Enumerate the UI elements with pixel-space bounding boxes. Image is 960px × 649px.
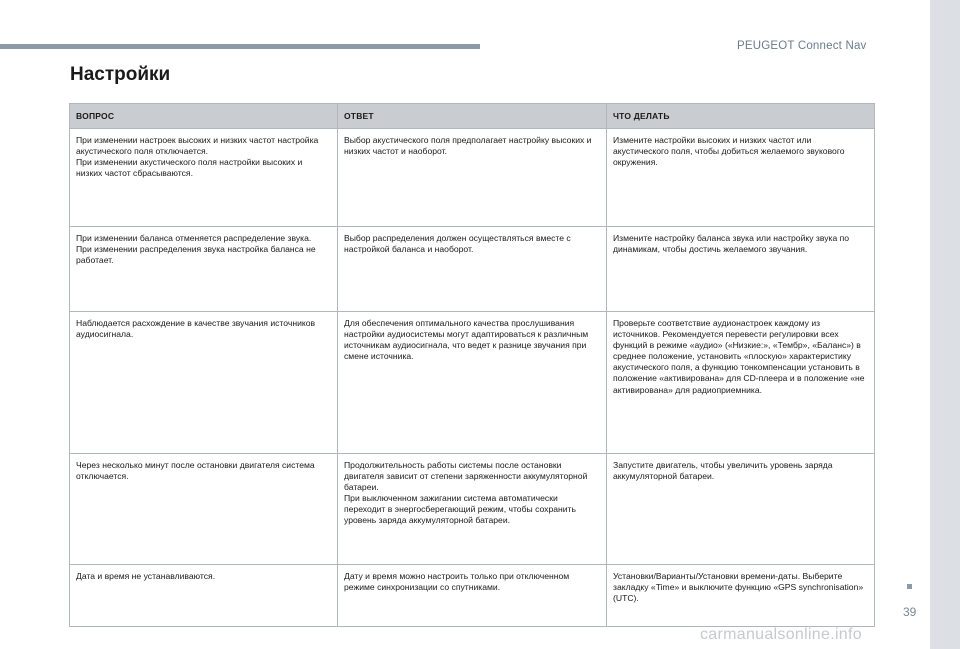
header-rule bbox=[0, 44, 480, 49]
cell-question: Наблюдается расхождение в качестве звучания источников аудиосигнала. bbox=[70, 312, 338, 454]
table-row bbox=[70, 454, 875, 565]
table-row bbox=[70, 227, 875, 312]
cell-answer: Продолжительность работы системы после остановки двигателя зависит от степени заряженности аккумуляторной батареи. При выключенном зажигании система автоматически переходит в энергосберегающий режим, чтобы сохранить уровень заряда аккумуляторной батареи. bbox=[338, 454, 607, 565]
cell-answer: Дату и время можно настроить только при отключенном режиме синхронизации со спутниками. bbox=[338, 565, 607, 627]
page-number: 39 bbox=[903, 605, 917, 619]
cell-action: Установки/Варианты/Установки времени-даты. Выберите закладку «Time» и выключите функцию «GPS synchronisation» (UTC). bbox=[607, 565, 875, 627]
column-header-answer: ОТВЕТ bbox=[338, 104, 607, 129]
brand-title: PEUGEOT Connect Nav bbox=[737, 40, 867, 52]
cell-answer: Для обеспечения оптимального качества прослушивания настройки аудиосистемы могут адаптироваться к различным источникам аудиосигнала, что ведет к разнице звучания при смене источника. bbox=[338, 312, 607, 454]
watermark: carmanualsonline.info bbox=[700, 626, 862, 643]
cell-question: Через несколько минут после остановки двигателя система отключается. bbox=[70, 454, 338, 565]
cell-action: Запустите двигатель, чтобы увеличить уровень заряда аккумуляторной батареи. bbox=[607, 454, 875, 565]
table-row bbox=[70, 312, 875, 454]
page-title: Настройки bbox=[70, 64, 171, 85]
cell-answer: Выбор акустического поля предполагает настройку высоких и низких частот и наоборот. bbox=[338, 129, 607, 227]
table-header-row bbox=[70, 104, 875, 129]
cell-question: Дата и время не устанавливаются. bbox=[70, 565, 338, 627]
table-row bbox=[70, 129, 875, 227]
cell-action: Измените настройки высоких и низких частот или акустического поля, чтобы добиться желаемого звукового окружения. bbox=[607, 129, 875, 227]
table-row bbox=[70, 565, 875, 627]
faq-table bbox=[69, 103, 875, 627]
column-header-question: ВОПРОС bbox=[70, 104, 338, 129]
cell-answer: Выбор распределения должен осуществляться вместе с настройкой баланса и наоборот. bbox=[338, 227, 607, 312]
cell-question: При изменении настроек высоких и низких частот настройка акустического поля отключается. При изменении акустического поля настройки высоких и низких частот сбрасываются. bbox=[70, 129, 338, 227]
cell-question: При изменении баланса отменяется распределение звука. При изменении распределения звука настройка баланса не работает. bbox=[70, 227, 338, 312]
side-strip bbox=[930, 0, 960, 649]
column-header-action: ЧТО ДЕЛАТЬ bbox=[607, 104, 875, 129]
page-marker bbox=[907, 584, 912, 589]
cell-action: Измените настройку баланса звука или настройку звука по динамикам, чтобы достичь желаемого звучания. bbox=[607, 227, 875, 312]
cell-action: Проверьте соответствие аудионастроек каждому из источников. Рекомендуется перевести регулировки всех функций в режиме «аудио» («Низкие:», «Тембр», «Баланс») в среднее положение, установить «плоскую» характеристику акустического поля, а функцию тонкомпенсации установить в положение «активирована» для CD-плеера и в положение «не активирована» для радиоприемника. bbox=[607, 312, 875, 454]
